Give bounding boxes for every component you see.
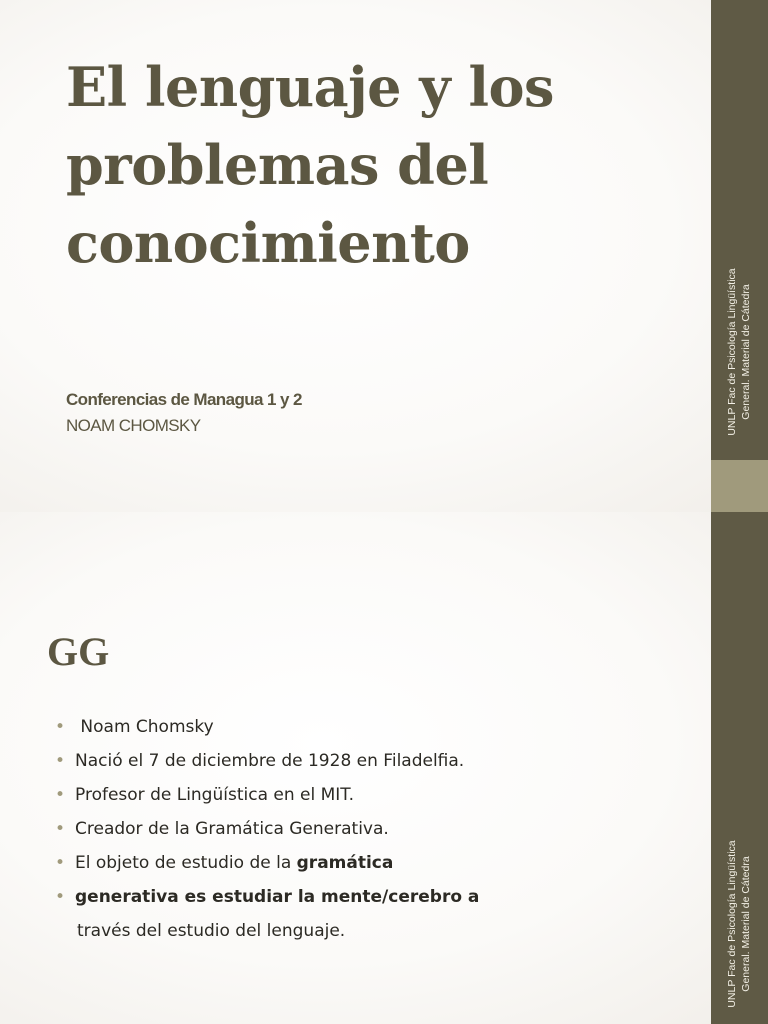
side-band xyxy=(711,512,768,1024)
side-caption xyxy=(711,512,768,1024)
slide-heading: GG xyxy=(47,629,110,674)
slide-subtitle: Conferencias de Managua 1 y 2 xyxy=(66,390,302,409)
bullet-item xyxy=(55,710,675,744)
slide-title xyxy=(66,48,686,282)
side-accent-block xyxy=(711,460,768,512)
side-caption xyxy=(711,0,768,512)
bullet-item xyxy=(55,846,675,880)
bullet-list xyxy=(55,710,675,948)
side-caption-line-1: UNLP Fac de Psicología Lingüística xyxy=(726,840,738,1008)
bullet-dot-icon: • xyxy=(55,751,66,771)
side-caption-line-2: General. Material de Cátedra xyxy=(740,856,752,992)
bullet-text: Nació el 7 de diciembre de 1928 en Filadelfia. xyxy=(75,751,465,771)
side-band xyxy=(711,0,768,512)
bullet-item xyxy=(55,812,675,846)
bullet-text: El objeto de estudio de la xyxy=(75,853,297,873)
bullet-continuation xyxy=(55,914,675,948)
bullet-dot-icon: • xyxy=(55,785,66,805)
bullet-dot-icon: • xyxy=(55,887,66,907)
side-caption-line-2: General. Material de Cátedra xyxy=(740,284,752,420)
bullet-item xyxy=(55,744,675,778)
bullet-item xyxy=(55,778,675,812)
side-caption-line-1: UNLP Fac de Psicología Lingüística xyxy=(726,268,738,436)
bullet-text: Noam Chomsky xyxy=(75,717,214,737)
bullet-dot-icon: • xyxy=(55,819,66,839)
bullet-text: Profesor de Lingüística en el MIT. xyxy=(75,785,355,805)
title-line-2: problemas del xyxy=(66,133,489,197)
title-line-1: El lenguaje y los xyxy=(66,55,554,119)
slide-author: NOAM CHOMSKY xyxy=(66,416,201,435)
title-line-3: conocimiento xyxy=(66,211,470,275)
content-slide xyxy=(0,512,768,1024)
bullet-dot-icon: • xyxy=(55,853,66,873)
bullet-bold-text: gramática xyxy=(296,853,394,873)
bullet-continuation-text: través del estudio del lenguaje. xyxy=(77,921,346,941)
bullet-dot-icon: • xyxy=(55,717,66,737)
bullet-text: generativa es estudiar la mente/cerebro a xyxy=(75,887,480,907)
bullet-item xyxy=(55,880,675,914)
bullet-text: Creador de la Gramática Generativa. xyxy=(75,819,389,839)
